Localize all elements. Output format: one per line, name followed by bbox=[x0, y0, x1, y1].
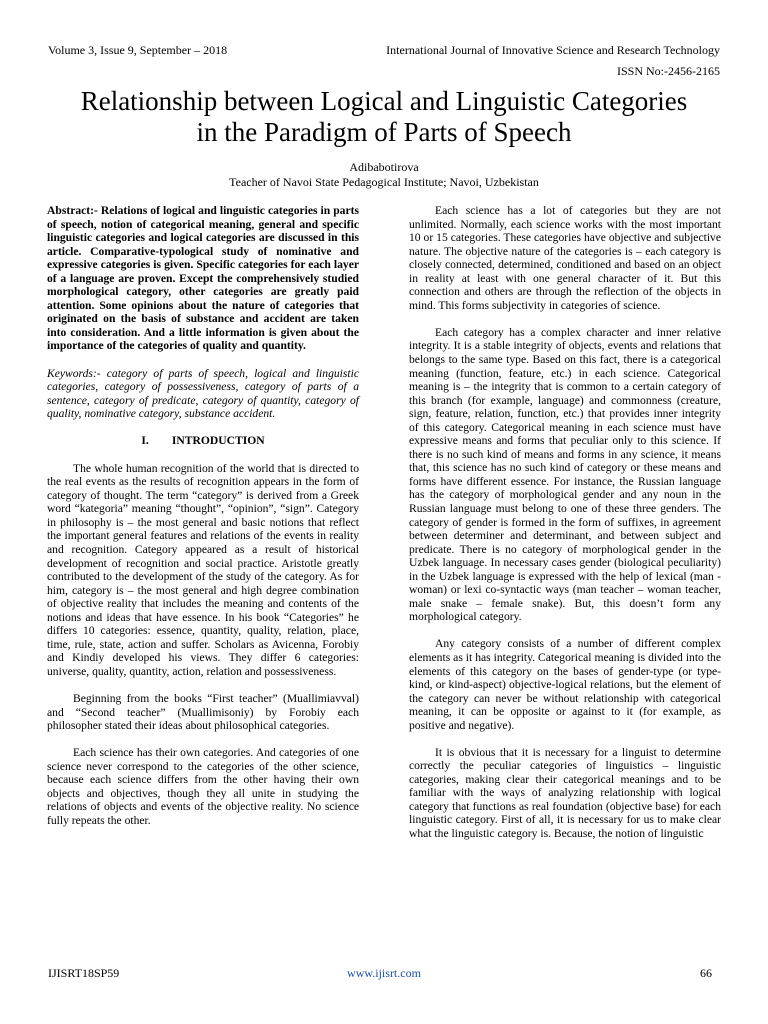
paragraph: Each science has their own categories. And categories of one science never correspond to the categories of the other science, because each science differs from the other having their own objects and objectives, though they all unite in studying the relations of objects and events of the objective reality. No science fully repeats the other. bbox=[47, 746, 359, 827]
journal-name: International Journal of Innovative Science and Research Technology bbox=[386, 43, 720, 57]
paragraph: Each category has a complex character and inner relative integrity. It is a stable integrity of objects, events and relations that belongs to the same type. Based on this fact, there is a categorical meaning (function, feature, etc.) in each science. Categorical meaning is – the integrity that is common to a certain category of this branch (for example, language) and commonness (creature, sign, feature, relation, function, etc.) that provides inner integrity of this category. Categorical meaning in each science must have expressive means and forms that peculiar only to this science. If there is no such kind of means and forms in any science, it means that, this science has no such kind of category or these means and forms have different essence. For instance, the Russian language has the category of morphological gender and any noun in the Russian language must belong to one of these three genders. The category of gender is formed in the form of suffixes, in agreement between determiner and determinant, and between subject and predicate. There is no category of morphological gender in the Uzbek language. In necessary cases gender (biological peculiarity) in the Uzbek language is expressed with the help of lexical (man - woman) or lexi co-syntactic ways (man teacher – woman teacher, male snake – female snake). But, this doesn’t form any morphological category. bbox=[409, 325, 721, 624]
page-number: 66 bbox=[700, 966, 712, 980]
title-line-2: in the Paradigm of Parts of Speech bbox=[196, 117, 572, 147]
author-name: Adibabotirova bbox=[349, 160, 419, 174]
website-link[interactable]: www.ijisrt.com bbox=[347, 966, 421, 980]
right-column bbox=[409, 204, 721, 854]
section-heading: I. INTRODUCTION bbox=[141, 434, 265, 448]
paragraph: The whole human recognition of the world that is directed to the real events as the results of recognition appears in the form of category of thought. The term “category” is derived from a Greek word “kategoria” meaning “thought”, “opinion”, “sign”. Category in philosophy is – the most general and basic notions that reflect the important general features and relations of the events in reality and recognition. Category appeared as a result of historical development of recognition and social practice. Aristotle greatly contributed to the development of the study of the category. As for him, category is – the most general and high degree combination of objective reality that includes the meaning and contents of the notions and ideas that have essence. In his book “Categories” he differs 10 categories: essence, quantity, quality, relation, place, time, rule, state, action and suffer. Scholars as Avicenna, Forobiy and Kindiy developed his views. They differ 6 categories: universe, quality, quantity, action, relation and possessiveness. bbox=[47, 461, 359, 678]
issn: ISSN No:-2456-2165 bbox=[616, 64, 720, 78]
paragraph: It is obvious that it is necessary for a linguist to determine correctly the peculiar categories of linguistics – linguistic categories, making clear their categorical meanings and to be familiar with the ways of analyzing relationship with logical category that functions as real foundation (objective base) for each linguistic category. First of all, it is necessary for us to make clear what the linguistic category is. Because, the notion of linguistic bbox=[409, 745, 721, 841]
paper-id: IJISRT18SP59 bbox=[48, 966, 120, 980]
paragraph: Each science has a lot of categories but they are not unlimited. Normally, each science works with the most important 10 or 15 categories. These categories have objective and subjective nature. The objective nature of the categories is – each category is closely connected, determined, conditioned and based on an object in reality at least with one general character of it. But this connection and others are through the reflection of the objects in mind. This forms subjectivity in categories of science. bbox=[409, 204, 721, 312]
abstract: Abstract:- Relations of logical and linguistic categories in parts of speech, notion of categorical meaning, general and specific linguistic categories and logical categories are discussed in this article. Comparative-typological study of nominative and expressive categories is given. Specific categories for each layer of a language are proven. Except the comprehensively studied morphological category, other categories are greatly paid attention. Some opinions about the nature of categories that originated on the basis of substance and accident are taken into consideration. And a little information is given about the importance of the categories of quality and quantity. bbox=[47, 204, 359, 353]
title-line-1: Relationship between Logical and Linguistic Categories bbox=[80, 86, 688, 116]
keywords: Keywords:- category of parts of speech, logical and linguistic categories, category of possessiveness, category of parts of a sentence, category of predicate, category of quantity, category of quality, nominative category, substance accident. bbox=[47, 366, 359, 421]
author-affiliation: Teacher of Navoi State Pedagogical Institute; Navoi, Uzbekistan bbox=[229, 175, 539, 189]
paragraph: Beginning from the books “First teacher” (Muallimiavval) and “Second teacher” (Muallimisoniy) by Forobiy each philosopher stated their ideas about philosophical categories. bbox=[47, 692, 359, 733]
paper-title bbox=[30, 86, 738, 148]
paragraph: Any category consists of a number of different complex elements as it has integrity. Categorical meaning is divided into the elements of this category on the bases of gender-type (or type-kind, or kind-aspect) objective-logical relations, but the element of the category can never be without relationship with categorical meaning, it can be opposite or against to it (for example, as positive and negative). bbox=[409, 637, 721, 732]
left-column bbox=[47, 204, 359, 841]
journal-volume: Volume 3, Issue 9, September – 2018 bbox=[48, 43, 228, 57]
